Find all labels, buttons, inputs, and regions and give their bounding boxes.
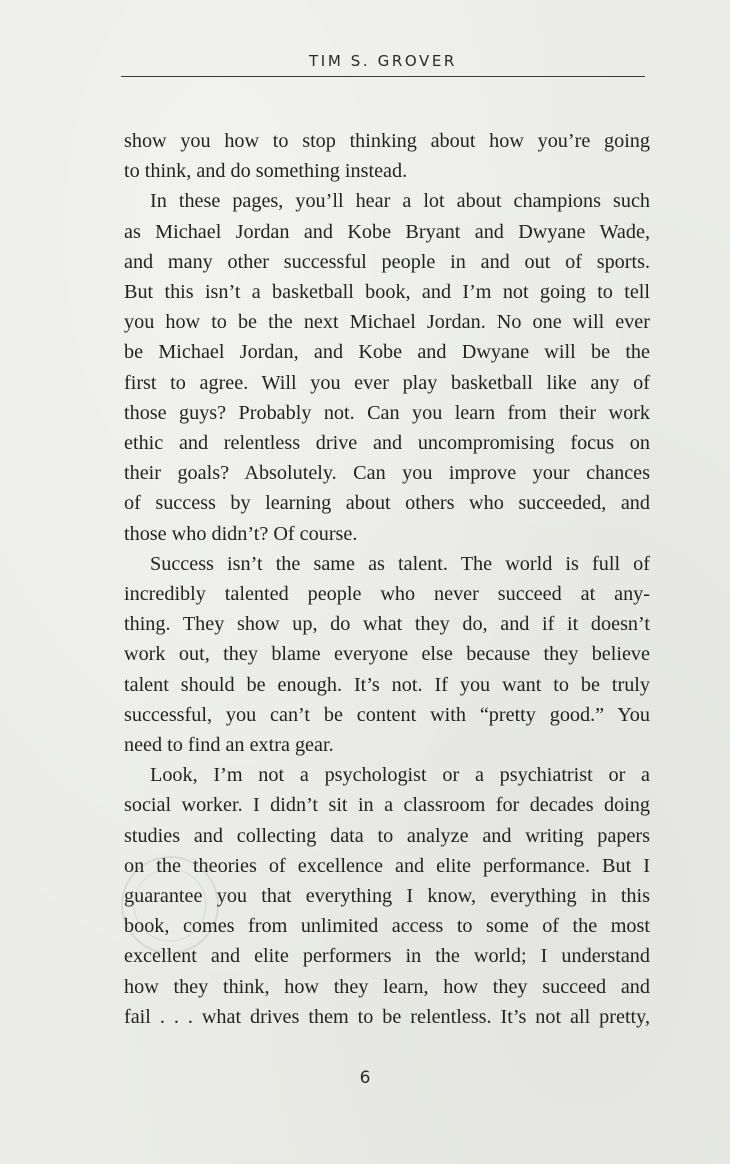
text-line: first to agree. Will you ever play basketball like any of <box>124 371 650 394</box>
text-line: need to find an extra gear. <box>124 734 334 757</box>
header-rule <box>121 76 645 77</box>
text-line: their goals? Absolutely. Can you improve your chances <box>124 462 650 485</box>
text-line: incredibly talented people who never succeed at any- <box>124 583 650 606</box>
text-line: Success isn’t the same as talent. The world is full of <box>150 552 650 575</box>
text-line: studies and collecting data to analyze and writing papers <box>124 824 650 847</box>
text-line: those who didn’t? Of course. <box>124 522 358 545</box>
text-line: thing. They show up, do what they do, and if it doesn’t <box>124 613 650 636</box>
running-head: TIM S. GROVER <box>309 52 457 70</box>
text-line: show you how to stop thinking about how you’re going <box>124 130 650 152</box>
text-line: ethic and relentless drive and uncompromising focus on <box>124 432 650 455</box>
text-line: talent should be enough. It’s not. If you want to be truly <box>124 673 650 696</box>
text-line: fail . . . what drives them to be relentless. It’s not all pretty, <box>124 1005 650 1028</box>
text-line: guarantee you that everything I know, everything in this <box>124 885 650 908</box>
text-line: of success by learning about others who succeeded, and <box>124 492 650 515</box>
text-line: book, comes from unlimited access to some of the most <box>124 915 650 938</box>
text-line: you how to be the next Michael Jordan. No one will ever <box>124 311 650 334</box>
text-line: But this isn’t a basketball book, and I’m not going to tell <box>124 281 650 304</box>
text-line: how they think, how they learn, how they succeed and <box>124 975 650 998</box>
page-number: 6 <box>359 1068 371 1088</box>
text-line: successful, you can’t be content with “pretty good.” You <box>124 703 650 726</box>
text-line: work out, they blame everyone else because they believe <box>124 643 650 666</box>
text-line: as Michael Jordan and Kobe Bryant and Dwyane Wade, <box>124 220 650 243</box>
text-line: excellent and elite performers in the world; I understand <box>124 945 650 968</box>
text-line: be Michael Jordan, and Kobe and Dwyane will be the <box>124 341 650 364</box>
body-text <box>124 126 650 1032</box>
text-line: those guys? Probably not. Can you learn from their work <box>124 401 650 424</box>
text-line: to think, and do something instead. <box>124 160 408 183</box>
text-line: on the theories of excellence and elite performance. But I <box>124 854 650 877</box>
text-line: Look, I’m not a psychologist or a psychiatrist or a <box>150 764 650 787</box>
text-line: social worker. I didn’t sit in a classroom for decades doing <box>124 794 650 817</box>
text-line: In these pages, you’ll hear a lot about champions such <box>150 190 650 213</box>
text-line: and many other successful people in and out of sports. <box>124 250 650 273</box>
